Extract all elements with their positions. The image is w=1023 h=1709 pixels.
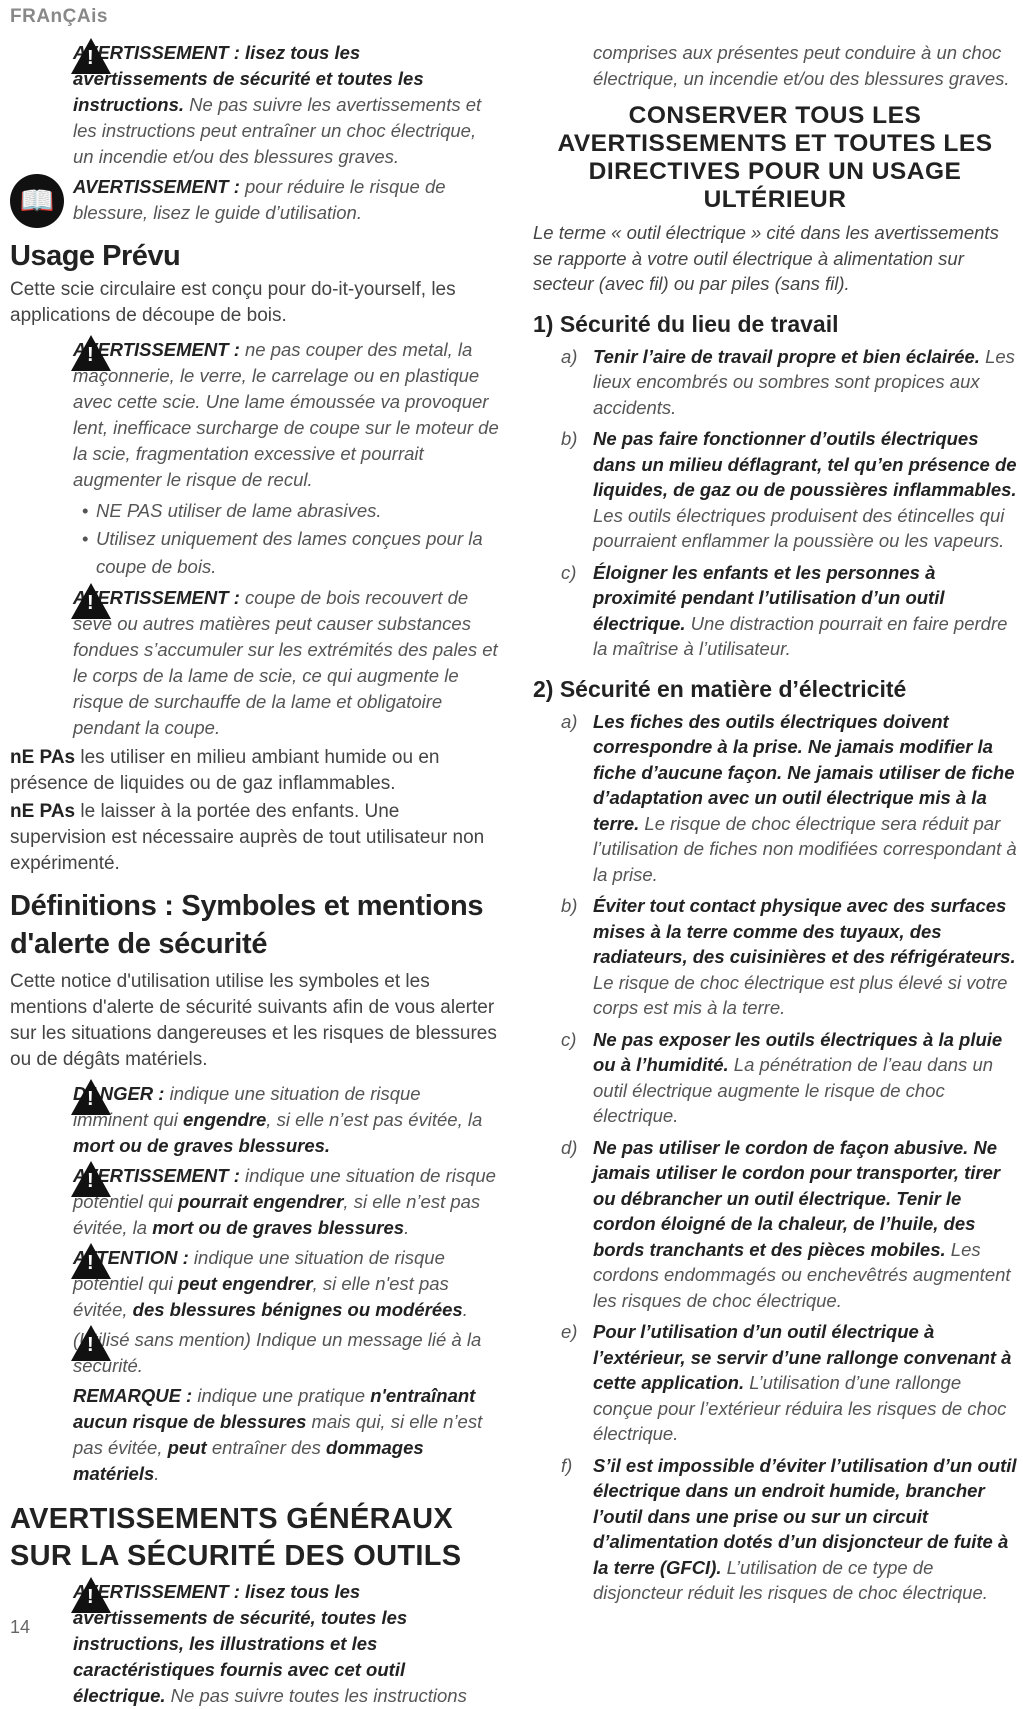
list-item: c) Ne pas exposer les outils électriques à la pluie ou à l’humidité. La pénétration de l’eau dans un outil électrique augmente le risque de choc électrique. xyxy=(561,1028,1003,1126)
warning-no-metal: ! AVERTISSEMENT : ne pas couper des metal, la maçonnerie, le verre, le carrelage ou en plastique avec cette scie. Une lame émoussée va provoquer lent, inefficace surcharge de coupe sur le moteur de la scie, fragmentation excessive et pourrait augmenter le risque de recul. xyxy=(10,337,500,493)
warning-triangle-icon xyxy=(71,583,111,619)
warning-read-manual: 📖 AVERTISSEMENT : pour réduire le risque de blessure, lisez le guide d’utilisation. xyxy=(10,174,500,226)
right-column xyxy=(533,40,1017,1612)
warning-triangle-icon xyxy=(71,1325,111,1361)
warning-read-all-tool: ! AVERTISSEMENT : lisez tous les avertissements de sécurité, toutes les instructions, les illustrations et les caractéristiques fournis avec cet outil électrique. Ne pas suivre toutes les instructions xyxy=(10,1579,500,1709)
list-item: e) Pour l’utilisation d’un outil électrique à l’extérieur, se servir d’une rallonge convenant à cette application. L’utilisation d’une rallonge conçue pour l’extérieur réduira les risques de choc électrique. xyxy=(561,1321,1012,1444)
list-item: b) Éviter tout contact physique avec des surfaces mises à la terre comme des tuyaux, des radiateurs, des cuisinières et des réfrigérateurs. Le risque de choc électrique est plus élevé si votre corps est mis à la terre. xyxy=(561,895,1016,1018)
list-item: c) Éloigner les enfants et les personnes à proximité pendant l’utilisation d’un outil électrique. Une distraction pourrait en faire perdre la maîtrise à l’utilisateur. xyxy=(561,561,1008,659)
definitions-text: Cette notice d'utilisation utilise les symboles et les mentions d'alerte de sécurité suivants afin de vous alerter sur les situations dangereuses et les risques de blessures ou de dégâts matériels. xyxy=(10,971,497,1070)
nepas-humid: nE PAs les utiliser en milieu ambiant humide ou en présence de liquides ou de gaz inflammables. xyxy=(10,747,440,794)
list-item: f) S’il est impossible d’éviter l’utilisation d’un outil électrique dans un endroit humide, brancher l’outil dans une prise ou sur un circuit d’alimentation dotés d’un disjoncteur de fuite à la terre (GFCI). L’utilisation de ce type de disjoncteur réduit les risques de choc électrique. xyxy=(561,1454,1017,1603)
warning-sap: ! AVERTISSEMENT : coupe de bois recouvert de sève ou autres matières peut causer substances fondues s’accumuler sur les extrémités des pales et le corps de la lame de scie, ce qui augmente le risque de surchauffe de la lame et obligatoire pendant la coupe. xyxy=(10,585,500,741)
definitions-title: Définitions : Symboles et mentions d'alerte de sécurité xyxy=(10,890,484,960)
danger-definition: ! DANGER : indique une situation de risque imminent qui engendre, si elle n’est pas évitée, la mort ou de graves blessures. xyxy=(10,1081,500,1159)
blade-bullets xyxy=(10,497,500,581)
page-number: 14 xyxy=(10,1617,31,1637)
list-item: a) Tenir l’aire de travail propre et bien éclairée. Les lieux encombrés ou sombres sont propices aux accidents. xyxy=(561,345,1015,418)
warning-triangle-icon xyxy=(71,1161,111,1197)
read-manual-icon: 📖 xyxy=(10,174,64,228)
general-warnings-title: AVERTISSEMENTS GÉNÉRAUX SUR LA SÉCURITÉ DES OUTILS xyxy=(10,1503,462,1572)
nepas-children: nE PAs le laisser à la portée des enfants. Une supervision est nécessaire auprès de tout utilisateur non expérimenté. xyxy=(10,801,485,874)
avertissement-definition: ! AVERTISSEMENT : indique une situation de risque potentiel qui pourrait engendrer, si elle n’est pas évitée, la mort ou de graves blessures. xyxy=(10,1163,500,1241)
usage-title: Usage Prévu xyxy=(10,240,181,272)
left-column xyxy=(10,40,500,1709)
section-electrical-title: 2) Sécurité en matière d’électricité xyxy=(533,675,907,702)
warning-triangle-icon xyxy=(71,38,111,74)
symbol-only-definition: ! (Utilisé sans mention) Indique un message lié à la sécurité. xyxy=(10,1327,500,1379)
list-item: d) Ne pas utiliser le cordon de façon abusive. Ne jamais utiliser le cordon pour transporter, tirer ou débrancher un outil électrique. Tenir le cordon éloigné de la chaleur, de l’huile, des bords tranchants et des pièces mobiles. Les cordons endommagés ou enchevêtrés augmentent les risques de choc électrique. xyxy=(561,1136,1011,1311)
warning-triangle-icon xyxy=(71,1079,111,1115)
attention-definition: ! ATTENTION : indique une situation de risque potentiel qui peut engendrer, si elle n'est pas évitée, des blessures bénignes ou modérées. xyxy=(10,1245,500,1323)
terme-definition: Le terme « outil électrique » cité dans les avertissements se rapporte à votre outil électrique à alimentation sur secteur (avec fil) ou par piles (sans fil). xyxy=(533,222,999,294)
section-workplace-title: 1) Sécurité du lieu de travail xyxy=(533,310,839,337)
list-item: • Utilisez uniquement des lames conçues pour la coupe de bois. xyxy=(82,525,500,581)
continued-warning: comprises aux présentes peut conduire à un choc électrique, un incendie et/ou des blessures graves. xyxy=(593,42,1010,89)
language-label: FRAnÇAis xyxy=(10,6,108,27)
remarque-definition: REMARQUE : indique une pratique n'entraînant aucun risque de blessures mais qui, si elle n’est pas évitée, peut entraîner des dommages matériels. xyxy=(73,1385,483,1484)
usage-text: Cette scie circulaire est conçu pour do-it-yourself, les applications de découpe de bois. xyxy=(10,279,456,326)
warning-triangle-icon xyxy=(71,1243,111,1279)
list-item: b) Ne pas faire fonctionner d’outils électriques dans un milieu déflagrant, tel qu’en présence de liquides, de gaz ou de poussières inflammables. Les outils électriques produisent des étincelles qui pourraient enflammer la poussière ou les vapeurs. xyxy=(561,428,1017,551)
warning-triangle-icon xyxy=(71,1577,111,1613)
list-item: • NE PAS utiliser de lame abrasives. xyxy=(82,497,500,525)
warning-read-all: ! AVERTISSEMENT : lisez tous les avertissements de sécurité et toutes les instructions. Ne pas suivre les avertissements et les instructions peut entraîner un choc électrique, un incendie et/ou des blessures graves. xyxy=(10,40,500,170)
warning-triangle-icon xyxy=(71,335,111,371)
list-item: a) Les fiches des outils électriques doivent correspondre à la prise. Ne jamais modifier la fiche d’aucune façon. Ne jamais utiliser de fiche d’adaptation avec un outil électrique mis à la terre. Le risque de choc électrique sera réduit par l’utilisation de fiches non modifiées correspondant à la prise. xyxy=(561,710,1017,885)
keep-instructions-heading: CONSERVER TOUS LES AVERTISSEMENTS ET TOUTES LES DIRECTIVES POUR UN USAGE ULTÉRIEUR xyxy=(557,102,993,213)
